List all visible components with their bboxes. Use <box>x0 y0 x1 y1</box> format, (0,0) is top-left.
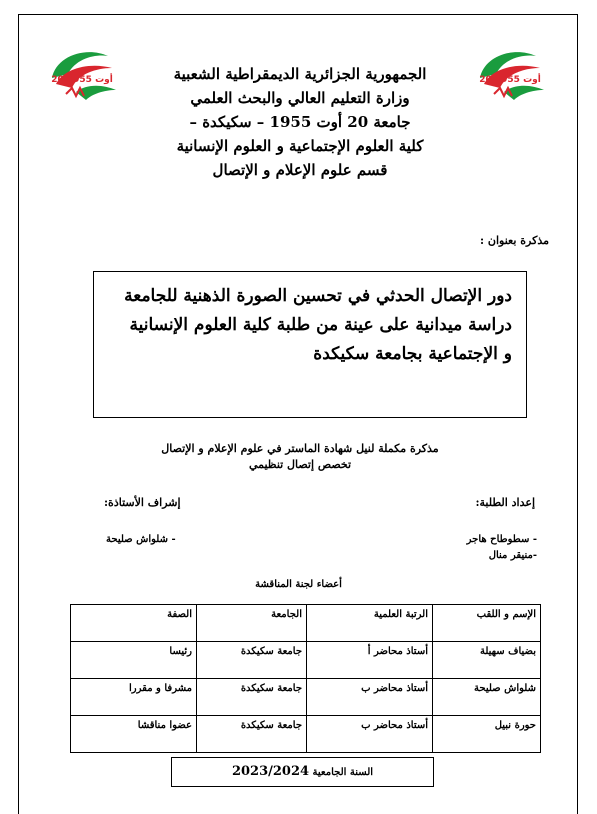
table-cell: شلواش صليحة <box>433 679 541 716</box>
degree-subtitle <box>100 441 500 473</box>
table-cell: حورة نبيل <box>433 716 541 753</box>
column-header: الإسم و اللقب <box>433 605 541 642</box>
table-cell: أستاذ محاضر ب <box>307 679 433 716</box>
header-line-republic: الجمهورية الجزائرية الديمقراطية الشعبية <box>173 65 427 83</box>
table-cell: جامعة سكيكدة <box>197 679 307 716</box>
logo-text: 20 أوت 1955 <box>479 75 541 85</box>
table-cell: مشرفا و مقررا <box>71 679 197 716</box>
column-header: الصفة <box>71 605 197 642</box>
table-cell: أستاذ محاضر أ <box>307 642 433 679</box>
thesis-title-box <box>93 271 527 418</box>
table-cell: بضياف سهيلة <box>433 642 541 679</box>
specialty-line: تخصص إتصال تنظيمي <box>248 458 352 471</box>
institution-header <box>90 62 510 182</box>
table-cell: جامعة سكيكدة <box>197 642 307 679</box>
table-cell: عضوا مناقشا <box>71 716 197 753</box>
academic-year-label: السنة الجامعية <box>312 767 374 778</box>
table-row <box>71 716 541 753</box>
header-line-faculty: كلية العلوم الإجتماعية و العلوم الإنسانية <box>176 137 424 155</box>
header-line-department: قسم علوم الإعلام و الإتصال <box>212 161 388 179</box>
memo-label: مذكرة بعنوان : <box>480 234 549 247</box>
student-name: - سطوطاح هاجر <box>466 534 537 545</box>
table-cell: جامعة سكيكدة <box>197 716 307 753</box>
degree-line: مذكرة مكملة لنيل شهادة الماستر في علوم الإعلام و الإتصال <box>161 442 439 455</box>
column-header: الجامعة <box>197 605 307 642</box>
thesis-title-line-2: دراسة ميدانية على عينة من طلبة كلية العلوم الإنسانية <box>129 315 512 335</box>
supervised-by-label: إشراف الأستاذة: <box>104 496 181 509</box>
table-header-row <box>71 605 541 642</box>
committee-title: أعضاء لجنة المناقشة <box>255 579 342 590</box>
academic-year-value: 2023/2024 <box>231 764 310 779</box>
column-header: الرتبة العلمية <box>307 605 433 642</box>
table-cell: رئيسا <box>71 642 197 679</box>
logo-text: 20 أوت 1955 <box>51 75 113 85</box>
academic-year-box <box>171 757 434 787</box>
header-line-ministry: وزارة التعليم العالي والبحث العلمي <box>190 89 410 107</box>
student-name: -منيقر منال <box>488 550 537 561</box>
table-row <box>71 679 541 716</box>
table-row <box>71 642 541 679</box>
committee-table <box>70 604 541 753</box>
header-line-university: جامعة 20 أوت 1955 – سكيكدة – <box>189 113 411 131</box>
table-cell: أستاذ محاضر ب <box>307 716 433 753</box>
prepared-by-label: إعداد الطلبة: <box>475 496 535 509</box>
supervisor-name: - شلواش صليحة <box>106 534 176 545</box>
thesis-title-line-3: و الإجتماعية بجامعة سكيكدة <box>313 344 512 364</box>
thesis-title-line-1: دور الإتصال الحدثي في تحسين الصورة الذهنية للجامعة <box>124 286 512 306</box>
